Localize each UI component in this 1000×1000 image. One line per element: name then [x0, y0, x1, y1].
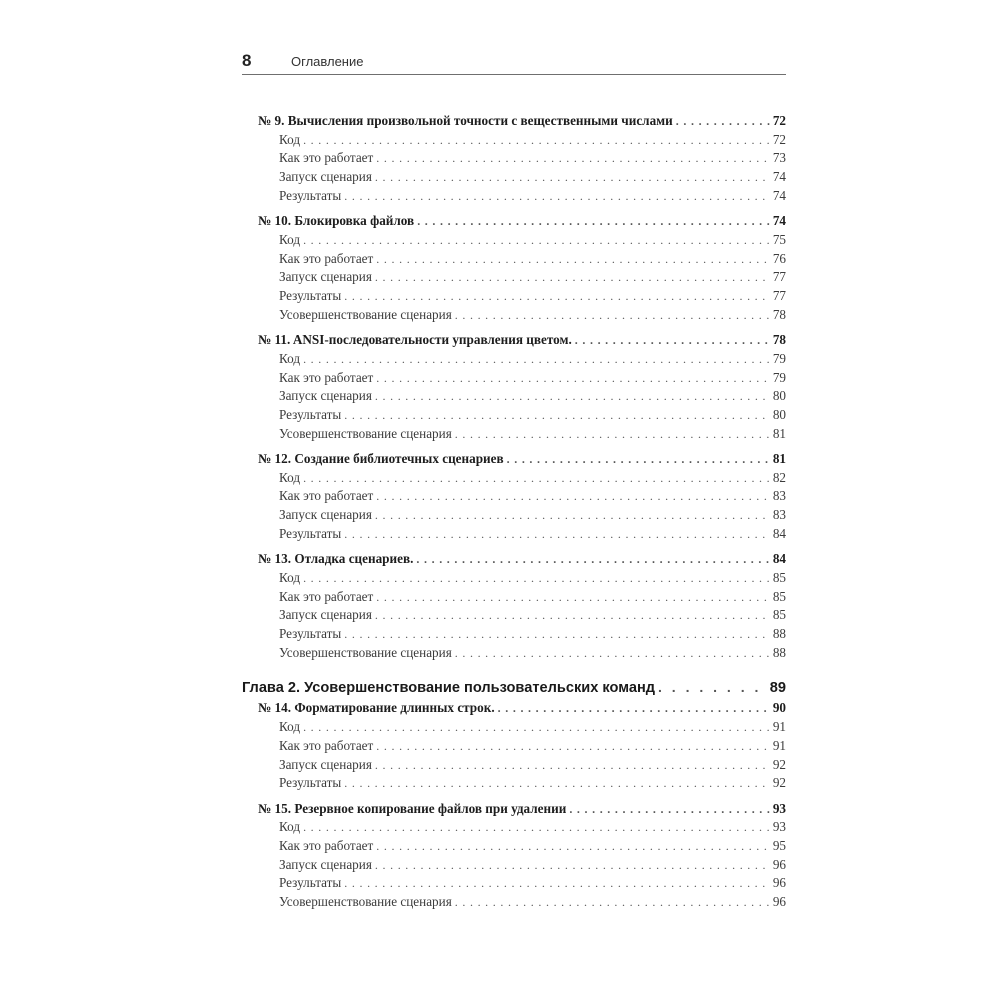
dot-leader — [376, 837, 770, 856]
toc-subsection-entry-page: 83 — [772, 507, 786, 523]
toc-subsection-entry-page: 82 — [772, 469, 786, 485]
toc-subsection-entry-page: 91 — [772, 737, 786, 753]
running-title: Оглавление — [291, 54, 364, 69]
toc-subsection-entry[interactable] — [258, 893, 786, 912]
dot-leader — [303, 569, 770, 588]
toc-section-entry-title: № 9. Вычисления произвольной точности с вещественными числами — [258, 113, 673, 128]
dot-leader — [455, 425, 770, 444]
toc-subsection-entry[interactable] — [258, 644, 786, 663]
dot-leader — [344, 874, 770, 893]
dot-leader — [375, 856, 770, 875]
toc-subsection-entry[interactable] — [258, 487, 786, 506]
toc-subsection-entry[interactable] — [258, 131, 786, 150]
toc-subsection-entry-title: Как это работает — [279, 150, 374, 166]
dot-leader — [417, 212, 770, 231]
toc-subsection-entry[interactable] — [258, 506, 786, 525]
toc-subsection-entry-page: 74 — [772, 187, 786, 203]
toc-subsection-entry-page: 73 — [772, 150, 786, 166]
toc-subsection-entry-page: 81 — [772, 425, 786, 441]
toc-subsection-entry-page: 96 — [772, 856, 786, 872]
toc-section-entry-title: № 11. ANSI-последовательности управления цветом. — [258, 332, 572, 348]
toc-subsection-entry-title: Как это работает — [279, 588, 374, 604]
toc-subsection-entry-title: Как это работает — [279, 838, 374, 854]
dot-leader — [376, 369, 770, 388]
toc-subsection-entry[interactable] — [258, 569, 786, 588]
toc-subsection-entry[interactable] — [258, 756, 786, 775]
dot-leader — [375, 606, 770, 625]
dot-leader — [303, 469, 770, 488]
toc-chapter-entry-title: Глава 2. Усовершенствование пользовательских команд — [242, 680, 656, 697]
toc-subsection-entry-title: Код — [279, 131, 301, 147]
toc-section-entry-page: 74 — [772, 213, 786, 229]
toc-subsection-entry-page: 79 — [772, 369, 786, 385]
dot-leader — [507, 450, 770, 469]
dot-leader — [455, 306, 770, 325]
toc-subsection-entry-page: 85 — [772, 570, 786, 585]
toc-subsection-entry[interactable] — [258, 425, 786, 444]
toc-section-entry-title: № 14. Форматирование длинных строк. — [258, 700, 495, 716]
dot-leader — [303, 131, 770, 150]
dot-leader — [303, 350, 770, 369]
toc-subsection-entry-title: Запуск сценария — [279, 269, 372, 285]
dot-leader — [303, 718, 770, 737]
toc-subsection-entry-title: Усовершенствование сценария — [279, 425, 452, 441]
toc-subsection-entry-page: 85 — [772, 588, 786, 604]
dot-leader — [676, 112, 770, 131]
toc-section-entry-page: 72 — [772, 113, 786, 128]
toc-section-entry-page: 93 — [772, 800, 786, 816]
toc-subsection-entry-page: 93 — [772, 819, 786, 835]
toc-subsection-entry-title: Код — [279, 570, 301, 585]
dot-leader — [375, 168, 770, 187]
dot-leader — [569, 800, 770, 819]
dot-leader — [375, 506, 770, 525]
toc-subsection-entry-page: 84 — [772, 525, 786, 541]
dot-leader — [498, 699, 770, 718]
dot-leader — [376, 149, 770, 168]
toc-subsection-entry-title: Запуск сценария — [279, 856, 372, 872]
toc-subsection-entry-title: Результаты — [279, 525, 342, 541]
toc-subsection-entry[interactable] — [258, 369, 786, 388]
toc-subsection-entry[interactable] — [258, 625, 786, 644]
toc-subsection-entry-title: Код — [279, 819, 301, 835]
dot-leader — [455, 644, 770, 663]
toc-subsection-entry[interactable] — [258, 406, 786, 425]
dot-leader — [303, 818, 770, 837]
toc-subsection-entry-page: 96 — [772, 894, 786, 910]
dot-leader — [344, 525, 770, 544]
toc-subsection-entry-title: Запуск сценария — [279, 756, 372, 772]
toc-subsection-entry[interactable] — [258, 306, 786, 325]
dot-leader — [344, 187, 770, 206]
toc-section-entry[interactable] — [258, 800, 786, 819]
toc-subsection-entry-title: Код — [279, 231, 301, 247]
toc-subsection-entry[interactable] — [258, 187, 786, 206]
toc-subsection-entry[interactable] — [258, 350, 786, 369]
toc-subsection-entry-page: 91 — [772, 719, 786, 735]
toc-section-entry[interactable] — [258, 550, 786, 569]
toc-subsection-entry-title: Результаты — [279, 626, 342, 642]
toc-subsection-entry-title: Запуск сценария — [279, 388, 372, 404]
toc-subsection-entry-page: 78 — [772, 306, 786, 322]
dot-leader — [376, 737, 770, 756]
toc-subsection-entry-page: 72 — [772, 131, 786, 147]
toc-subsection-entry[interactable] — [258, 250, 786, 269]
toc-subsection-entry[interactable] — [258, 837, 786, 856]
toc-subsection-entry-title: Запуск сценария — [279, 169, 372, 185]
dot-leader — [658, 675, 768, 699]
page-number: 8 — [242, 51, 252, 70]
toc-subsection-entry-page: 79 — [772, 350, 786, 366]
toc-subsection-entry-page: 83 — [772, 488, 786, 504]
toc-subsection-entry-page: 77 — [772, 287, 786, 303]
dot-leader — [344, 287, 770, 306]
toc-section-entry-page: 84 — [772, 551, 786, 567]
toc-subsection-entry[interactable] — [258, 588, 786, 607]
table-of-contents — [242, 112, 786, 912]
dot-leader — [575, 331, 770, 350]
toc-subsection-entry-title: Код — [279, 719, 301, 735]
toc-subsection-entry-page: 88 — [772, 626, 786, 642]
dot-leader — [344, 625, 770, 644]
page-header — [242, 50, 786, 75]
toc-subsection-entry-title: Как это работает — [279, 488, 374, 504]
dot-leader — [375, 387, 770, 406]
toc-subsection-entry-page: 88 — [772, 644, 786, 660]
toc-subsection-entry-page: 96 — [772, 875, 786, 891]
toc-section-entry[interactable] — [258, 112, 786, 131]
dot-leader — [344, 406, 770, 425]
toc-subsection-entry[interactable] — [258, 387, 786, 406]
dot-leader — [303, 231, 770, 250]
toc-subsection-entry[interactable] — [258, 268, 786, 287]
toc-section-entry[interactable] — [258, 212, 786, 231]
dot-leader — [455, 893, 770, 912]
toc-subsection-entry[interactable] — [258, 469, 786, 488]
toc-subsection-entry-page: 92 — [772, 775, 786, 791]
toc-subsection-entry-page: 92 — [772, 756, 786, 772]
toc-section-entry[interactable] — [258, 331, 786, 350]
toc-subsection-entry-title: Запуск сценария — [279, 507, 372, 523]
toc-chapter-entry[interactable] — [242, 675, 786, 699]
toc-subsection-entry[interactable] — [258, 718, 786, 737]
toc-section-entry-title: № 15. Резервное копирование файлов при удалении — [258, 800, 567, 816]
toc-subsection-entry-page: 85 — [772, 607, 786, 623]
toc-subsection-entry-page: 74 — [772, 169, 786, 185]
dot-leader — [375, 756, 770, 775]
toc-section-entry[interactable] — [258, 450, 786, 469]
toc-subsection-entry-page: 95 — [772, 838, 786, 854]
toc-subsection-entry-title: Результаты — [279, 287, 342, 303]
dot-leader — [376, 250, 770, 269]
toc-subsection-entry-title: Усовершенствование сценария — [279, 894, 452, 910]
toc-section-entry-page: 90 — [772, 700, 786, 716]
toc-subsection-entry[interactable] — [258, 774, 786, 793]
toc-subsection-entry-title: Усовершенствование сценария — [279, 306, 452, 322]
toc-section-entry[interactable] — [258, 699, 786, 718]
toc-subsection-entry-title: Как это работает — [279, 250, 374, 266]
toc-subsection-entry-title: Как это работает — [279, 369, 374, 385]
toc-subsection-entry-title: Результаты — [279, 875, 342, 891]
toc-subsection-entry[interactable] — [258, 737, 786, 756]
toc-chapter-entry-page: 89 — [769, 680, 786, 697]
toc-subsection-entry-title: Код — [279, 350, 301, 366]
toc-section-entry-title: № 13. Отладка сценариев. — [258, 551, 414, 567]
toc-section-entry-title: № 10. Блокировка файлов — [258, 213, 415, 229]
toc-subsection-entry-title: Усовершенствование сценария — [279, 644, 452, 660]
toc-subsection-entry[interactable] — [258, 525, 786, 544]
toc-subsection-entry-title: Результаты — [279, 187, 342, 203]
toc-subsection-entry[interactable] — [258, 149, 786, 168]
dot-leader — [376, 588, 770, 607]
toc-subsection-entry-page: 77 — [772, 269, 786, 285]
toc-subsection-entry-page: 80 — [772, 388, 786, 404]
toc-subsection-entry-page: 75 — [772, 231, 786, 247]
dot-leader — [344, 774, 770, 793]
toc-subsection-entry[interactable] — [258, 856, 786, 875]
toc-subsection-entry-title: Результаты — [279, 775, 342, 791]
toc-subsection-entry-title: Результаты — [279, 406, 342, 422]
dot-leader — [376, 487, 770, 506]
toc-subsection-entry[interactable] — [258, 606, 786, 625]
toc-subsection-entry-page: 76 — [772, 250, 786, 266]
toc-subsection-entry-title: Код — [279, 469, 301, 485]
toc-subsection-entry-title: Как это работает — [279, 737, 374, 753]
toc-section-entry-page: 78 — [772, 332, 786, 348]
dot-leader — [416, 550, 770, 569]
toc-subsection-entry[interactable] — [258, 168, 786, 187]
toc-section-entry-title: № 12. Создание библиотечных сценариев — [258, 451, 504, 467]
toc-subsection-entry[interactable] — [258, 231, 786, 250]
toc-subsection-entry[interactable] — [258, 818, 786, 837]
toc-subsection-entry-title: Запуск сценария — [279, 607, 372, 623]
toc-subsection-entry[interactable] — [258, 874, 786, 893]
toc-subsection-entry-page: 80 — [772, 406, 786, 422]
toc-section-entry-page: 81 — [772, 451, 786, 467]
dot-leader — [375, 268, 770, 287]
toc-subsection-entry[interactable] — [258, 287, 786, 306]
